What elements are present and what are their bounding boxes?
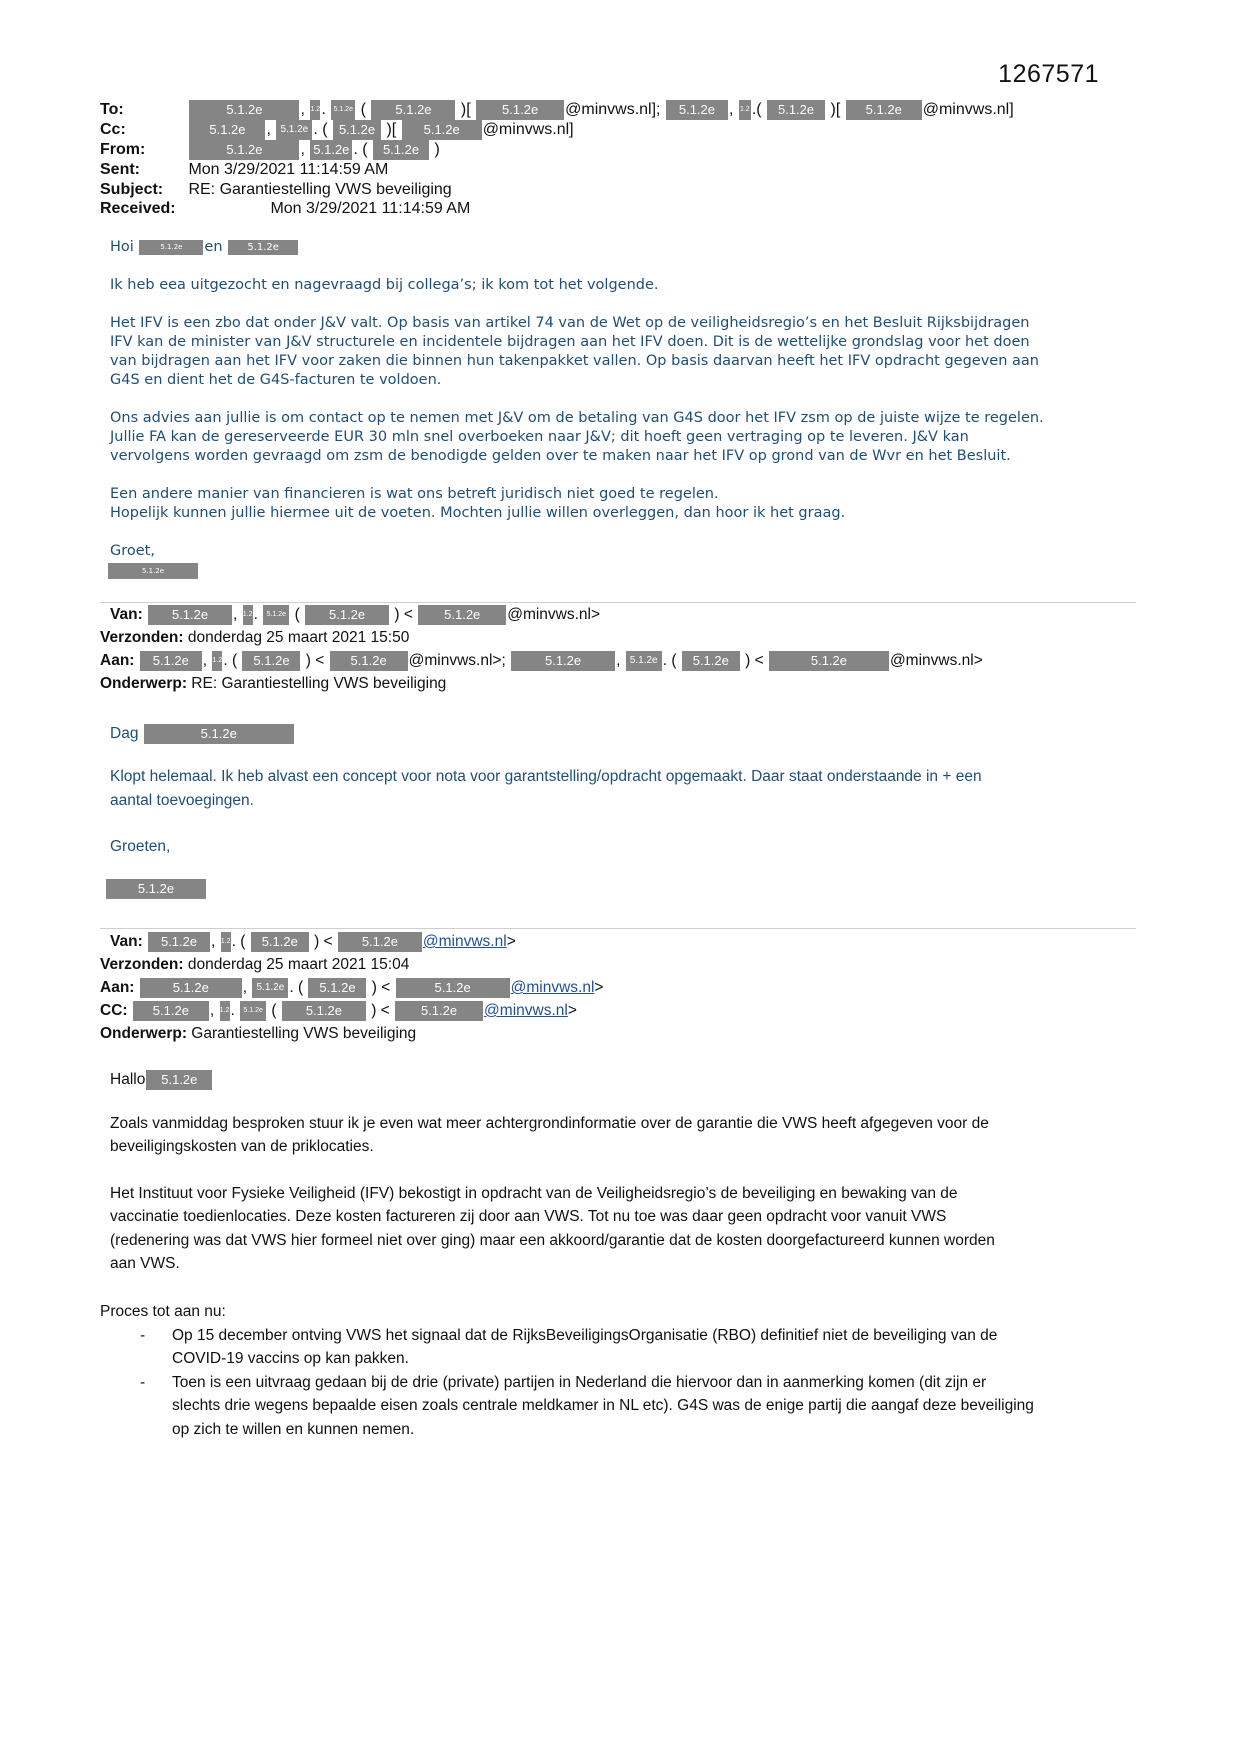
- message3-paragraph: [110, 1112, 1140, 1159]
- verzonden-label: Verzonden:: [100, 956, 184, 973]
- text-line: van bijdragen aan het IFV voor zaken die binnen hun takenpakket vallen. Op basis daarvan heeft het IFV opdracht gegeven aan: [110, 353, 1039, 369]
- redaction-box: 5.1.2e: [106, 879, 206, 899]
- redaction-box: 5.1.2e: [240, 1001, 266, 1021]
- received-label: Received:: [100, 200, 176, 217]
- redaction-box: 5.1.2e: [189, 100, 299, 120]
- text-line: Jullie FA kan de gereserveerde EUR 30 mln snel overboeken naar J&V; dit hoeft geen vertraging op te leveren. J&V kan: [110, 429, 969, 445]
- redaction-box: 1.2: [243, 605, 253, 625]
- verzonden-row: [100, 626, 983, 649]
- header-received-row: [100, 199, 1014, 219]
- to-domain-1: @minvws.nl];: [565, 101, 661, 119]
- header-cc-row: Cc: 5.1.2e , 5.1.2e . ( 5.1.2e )[ 5.1.2e @minvws.nl]: [100, 121, 574, 139]
- redaction-box: 5.1.2e: [338, 932, 422, 952]
- redaction-box: 5.1.2e: [242, 651, 300, 671]
- redaction-box: 1.2: [221, 932, 231, 952]
- email-header: [100, 100, 1014, 219]
- redaction-box: 5.1.2e: [331, 100, 355, 120]
- verzonden-value: donderdag 25 maart 2021 15:04: [187, 956, 410, 973]
- cc-label: Cc:: [100, 121, 126, 139]
- text-line: (redenering was dat VWS hier formeel niet over ging) maar een akkoord/garantie dat de kosten doorgefactureerd kunnen worden: [110, 1231, 995, 1249]
- redaction-box: 5.1.2e: [148, 605, 232, 625]
- redaction-box: 5.1.2e: [396, 978, 510, 998]
- message1-closing: Groet,: [110, 543, 155, 559]
- message1-greeting: [110, 239, 299, 255]
- aan-row: Aan: 5.1.2e , 1.2. ( 5.1.2e ) < 5.1.2e @minvws.nl>; 5.1.2e , 5.1.2e . ( 5.1.2e ) < 5.1.2e @minvws.nl>: [100, 652, 983, 669]
- proces-list: [100, 1324, 1130, 1442]
- aan-email-link[interactable]: @minvws.nl: [510, 979, 595, 996]
- onderwerp-label: Onderwerp:: [100, 1025, 187, 1042]
- redaction-box: 5.1.2e: [310, 140, 352, 160]
- from-label: From:: [100, 141, 146, 159]
- list-dash: -: [140, 1373, 146, 1391]
- redaction-box: 5.1.2e: [402, 120, 482, 140]
- message2-closing: Groeten,: [110, 838, 171, 855]
- redaction-box: 5.1.2e: [140, 978, 242, 998]
- redaction-box: 5.1.2e: [189, 140, 299, 160]
- redaction-box: 5.1.2e: [666, 100, 728, 120]
- van-domain: @minvws.nl>: [507, 606, 601, 623]
- redaction-box: 5.1.2e: [333, 120, 381, 140]
- van-label: Van:: [110, 606, 143, 623]
- received-value: Mon 3/29/2021 11:14:59 AM: [270, 200, 471, 217]
- redaction-box: 5.1.2e: [189, 120, 265, 140]
- message1-body: [110, 276, 1140, 579]
- van-row: Van: 5.1.2e , 1.2. ( 5.1.2e ) < 5.1.2e @minvws.nl>: [110, 933, 516, 950]
- header-to-row: To: 5.1.2e , 1.2. 5.1.2e ( 5.1.2e )[ 5.1.2e @minvws.nl]; 5.1.2e , 1.2 .( 5.1.2e )[ 5.1.2e @minvws.nl]: [100, 101, 1014, 119]
- message3-paragraph: [110, 1182, 1140, 1276]
- text-line: aantal toevoegingen.: [110, 791, 254, 809]
- redaction-box: 5.1.2e: [395, 1001, 483, 1021]
- greeting-word: Hoi: [110, 239, 134, 255]
- message1-paragraph: [110, 314, 1140, 390]
- redaction-box: 5.1.2e: [305, 605, 389, 625]
- cc-row: CC: 5.1.2e , 1.2. 5.1.2e ( 5.1.2e ) < 5.1.2e @minvws.nl>: [100, 1002, 577, 1019]
- to-domain-2: @minvws.nl]: [922, 101, 1014, 119]
- text-line: aan VWS.: [110, 1255, 180, 1272]
- text-line: G4S en dient het de G4S-facturen te voldoen.: [110, 372, 442, 388]
- aan-label: Aan:: [100, 979, 135, 996]
- aan-domain-1: @minvws.nl>;: [408, 652, 506, 669]
- cc-email-link[interactable]: @minvws.nl: [484, 1002, 568, 1019]
- redaction-box: 5.1.2e: [139, 240, 203, 255]
- redaction-box: 5.1.2e: [140, 651, 202, 671]
- proces-section: [100, 1300, 1130, 1441]
- redaction-box: 5.1.2e: [148, 932, 210, 952]
- document-number: 1267571: [998, 60, 1099, 88]
- header-subject-row: [100, 180, 1014, 200]
- list-dash: -: [140, 1326, 146, 1344]
- aan-label: Aan:: [100, 652, 135, 669]
- redaction-box: 5.1.2e: [626, 651, 662, 671]
- redaction-box: 5.1.2e: [769, 651, 889, 671]
- text-line: Ons advies aan jullie is om contact op te nemen met J&V om de betaling van G4S door het IFV zsm op de juiste wijze te regelen.: [110, 410, 1044, 426]
- van-email-link[interactable]: @minvws.nl: [422, 933, 507, 950]
- text-line: slechts drie wegens bepaalde eisen zoals centrale meldkamer in NL etc). G4S was de enige partij die aangaf deze beveiliging: [172, 1397, 1034, 1414]
- text-line: Klopt helemaal. Ik heb alvast een concept voor nota voor garantstelling/opdracht opgemaakt. Daar staat onderstaande in + een: [110, 768, 982, 785]
- message3-header: [100, 930, 603, 1045]
- message3-greeting: [110, 1068, 1140, 1092]
- onderwerp-label: Onderwerp:: [100, 675, 187, 692]
- text-line: Op 15 december ontving VWS het signaal dat de RijksBeveiligingsOrganisatie (RBO) definitief niet de beveiliging van de: [172, 1326, 998, 1344]
- redaction-box: 5.1.2e: [308, 978, 366, 998]
- redaction-box: 5.1.2e: [251, 932, 309, 952]
- onderwerp-value: RE: Garantiestelling VWS beveiliging: [191, 675, 447, 692]
- aan-domain-2: @minvws.nl>: [889, 652, 983, 669]
- text-line: Het IFV is een zbo dat onder J&V valt. Op basis van artikel 74 van de Wet op de veiligheidsregio’s en het Besluit Rijksbijdragen: [110, 315, 1030, 331]
- text-line: op zich te willen en kunnen nemen.: [172, 1420, 415, 1438]
- list-item: [100, 1324, 1130, 1371]
- redaction-box: 5.1.2e: [476, 100, 564, 120]
- redaction-box: 5.1.2e: [373, 140, 429, 160]
- greeting-word: Hallo: [110, 1071, 146, 1088]
- van-label: Van:: [110, 933, 143, 950]
- greeting-word: Dag: [110, 725, 139, 742]
- text-line: Een andere manier van financieren is wat ons betreft juridisch niet goed te regelen.: [110, 486, 719, 502]
- message2-header: [100, 603, 983, 695]
- redaction-box: 5.1.2e: [146, 1070, 212, 1090]
- header-sent-row: [100, 160, 1014, 180]
- text-line: Zoals vanmiddag besproken stuur ik je even wat meer achtergrondinformatie over de garantie die VWS heeft afgegeven voor de: [110, 1114, 989, 1132]
- redaction-box: 1.2: [739, 100, 751, 120]
- message2-body: [110, 722, 1140, 899]
- verzonden-label: Verzonden:: [100, 629, 184, 646]
- message1-paragraph: Ik heb eea uitgezocht en nagevraagd bij collega’s; ik kom tot het volgende.: [110, 277, 659, 293]
- to-label: To:: [100, 101, 124, 119]
- text-line: IFV kan de minister van J&V structurele en incidentele bijdragen aan het IFV doen. Dit is de wettelijke grondslag voor het doen: [110, 334, 1030, 350]
- text-line: Hopelijk kunnen jullie hiermee uit de voeten. Mochten jullie willen overleggen, dan hoor ik het graag.: [110, 505, 846, 521]
- message2-greeting: [110, 722, 1140, 745]
- proces-heading: Proces tot aan nu:: [100, 1303, 226, 1320]
- redaction-box: 5.1.2e: [252, 978, 288, 998]
- separator-line: [100, 928, 1136, 929]
- subject-label: Subject:: [100, 180, 164, 198]
- cc-domain: @minvws.nl]: [482, 121, 574, 139]
- redaction-box: 5.1.2e: [371, 100, 455, 120]
- redaction-box: 5.1.2e: [767, 100, 825, 120]
- text-line: Toen is een uitvraag gedaan bij de drie (private) partijen in Nederland die hiervoor dan in aanmerking komen (dit zijn er: [172, 1373, 987, 1391]
- redaction-box: 5.1.2e: [330, 651, 408, 671]
- text-line: Het Instituut voor Fysieke Veiligheid (IFV) bekostigt in opdracht van de Veiligheidsregio’s de beveiliging en bewaking van de: [110, 1184, 958, 1202]
- redaction-box: 5.1.2e: [511, 651, 615, 671]
- redaction-box: 1.2: [212, 651, 222, 671]
- onderwerp-row: [100, 672, 983, 695]
- redaction-box: 5.1.2e: [846, 100, 922, 120]
- verzonden-row: [100, 953, 603, 976]
- redaction-box: 5.1.2e: [228, 240, 298, 255]
- onderwerp-value: Garantiestelling VWS beveiliging: [191, 1025, 417, 1042]
- greeting-and: en: [204, 239, 223, 255]
- text-line: vaccinatie toedienlocaties. Deze kosten factureren zij door aan VWS. Tot nu toe was daar geen opdracht voor vanuit VWS: [110, 1208, 947, 1225]
- redaction-box: 5.1.2e: [418, 605, 506, 625]
- message2-paragraph: [110, 765, 1140, 812]
- aan-row: Aan: 5.1.2e , 5.1.2e . ( 5.1.2e ) < 5.1.2e @minvws.nl>: [100, 979, 604, 996]
- message1-paragraph: [110, 485, 1140, 523]
- subject-value: RE: Garantiestelling VWS beveiliging: [188, 180, 452, 198]
- sent-label: Sent:: [100, 161, 140, 178]
- text-line: COVID-19 vaccins op kan pakken.: [172, 1350, 409, 1367]
- redaction-box: 5.1.2e: [133, 1001, 209, 1021]
- list-item: [100, 1371, 1130, 1442]
- redaction-box: 5.1.2e: [682, 651, 740, 671]
- text-line: vervolgens worden gevraagd om zsm de benodigde gelden over te maken naar het IFV op grond van de Wvr en het Besluit.: [110, 448, 1011, 464]
- van-row: Van: 5.1.2e , 1.2. 5.1.2e ( 5.1.2e ) < 5.1.2e @minvws.nl>: [110, 606, 601, 623]
- verzonden-value: donderdag 25 maart 2021 15:50: [187, 629, 410, 646]
- redaction-box: 5.1.2e: [282, 1001, 366, 1021]
- message1-paragraph: [110, 409, 1140, 466]
- sent-value: Mon 3/29/2021 11:14:59 AM: [188, 161, 389, 178]
- text-line: beveiligingskosten van de priklocaties.: [110, 1138, 374, 1155]
- redaction-box: 1.2: [220, 1001, 230, 1021]
- cc-label: CC:: [100, 1002, 128, 1019]
- onderwerp-row: [100, 1022, 603, 1045]
- redaction-box: 5.1.2e: [108, 563, 198, 579]
- redaction-box: 5.1.2e: [276, 120, 312, 140]
- redaction-box: 5.1.2e: [144, 724, 294, 744]
- message3-body: [110, 1068, 1140, 1299]
- redaction-box: 5.1.2e: [263, 605, 289, 625]
- header-from-row: From: 5.1.2e , 5.1.2e . ( 5.1.2e ): [100, 141, 440, 159]
- redaction-box: 1.2: [310, 100, 320, 120]
